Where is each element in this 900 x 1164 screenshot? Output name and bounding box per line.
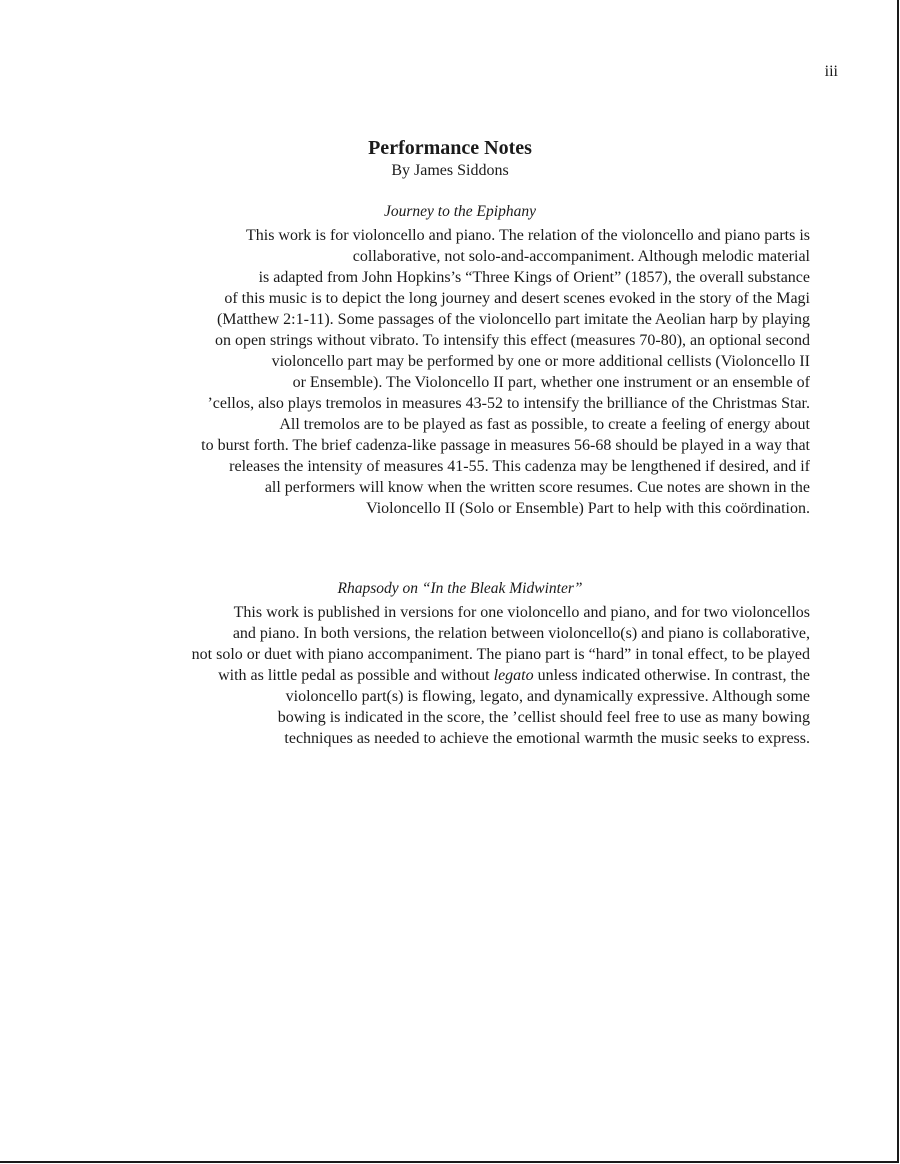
paragraph-line: not solo or duet with piano accompaniment. The piano part is “hard” in tonal effect, to be played <box>191 646 810 663</box>
paragraph-line: all performers will know when the written score resumes. Cue notes are shown in the <box>264 479 810 496</box>
paragraph-line: ’cellos, also plays tremolos in measures 43-52 to intensify the brilliance of the Christmas Star. <box>207 395 810 412</box>
page-number: iii <box>824 63 838 80</box>
paragraph-line: on open strings without vibrato. To intensify this effect (measures 70-80), an optional second <box>214 332 810 349</box>
paragraph-line: (Matthew 2:1-11). Some passages of the violoncello part imitate the Aeolian harp by playing <box>216 311 810 328</box>
paragraph-line: This work is for violoncello and piano. The relation of the violoncello and piano parts is <box>245 227 810 244</box>
paragraph-line: to burst forth. The brief cadenza-like passage in measures 56-68 should be played in a way that <box>201 437 810 454</box>
paragraph-line: collaborative, not solo-and-accompaniment. Although melodic material <box>352 248 810 265</box>
paragraph-line: is adapted from John Hopkins’s “Three Kings of Orient” (1857), the overall substance <box>258 269 810 286</box>
paragraph-line: bowing is indicated in the score, the ’cellist should feel free to use as many bowing <box>277 709 810 726</box>
paragraph-line: releases the intensity of measures 41-55. This cadenza may be lengthened if desired, and if <box>229 458 810 475</box>
paragraph-line: violoncello part may be performed by one or more additional cellists (Violoncello II <box>271 353 810 370</box>
section-body-rhapsody <box>40 602 810 749</box>
paragraph-line: Violoncello II (Solo or Ensemble) Part to help with this coördination. <box>366 500 810 517</box>
section-body-journey <box>40 225 810 519</box>
paragraph-line: with as little pedal as possible and without legato unless indicated otherwise. In contrast, the <box>218 667 810 684</box>
section-heading-rhapsody: Rhapsody on “In the Bleak Midwinter” <box>337 580 583 597</box>
paragraph-line: All tremolos are to be played as fast as possible, to create a feeling of energy about <box>279 416 810 433</box>
paragraph-line: techniques as needed to achieve the emotional warmth the music seeks to express. <box>284 730 810 747</box>
section-heading-journey: Journey to the Epiphany <box>384 203 536 220</box>
paragraph-line: of this music is to depict the long journey and desert scenes evoked in the story of the Magi <box>224 290 810 307</box>
paragraph-line: This work is published in versions for one violoncello and piano, and for two violoncellos <box>233 604 810 621</box>
author-byline: By James Siddons <box>391 162 509 179</box>
paragraph-line: or Ensemble). The Violoncello II part, whether one instrument or an ensemble of <box>292 374 810 391</box>
document-title: Performance Notes <box>368 137 532 159</box>
paragraph-line: and piano. In both versions, the relation between violoncello(s) and piano is collaborative, <box>232 625 810 642</box>
paragraph-line: violoncello part(s) is flowing, legato, and dynamically expressive. Although some <box>285 688 810 705</box>
